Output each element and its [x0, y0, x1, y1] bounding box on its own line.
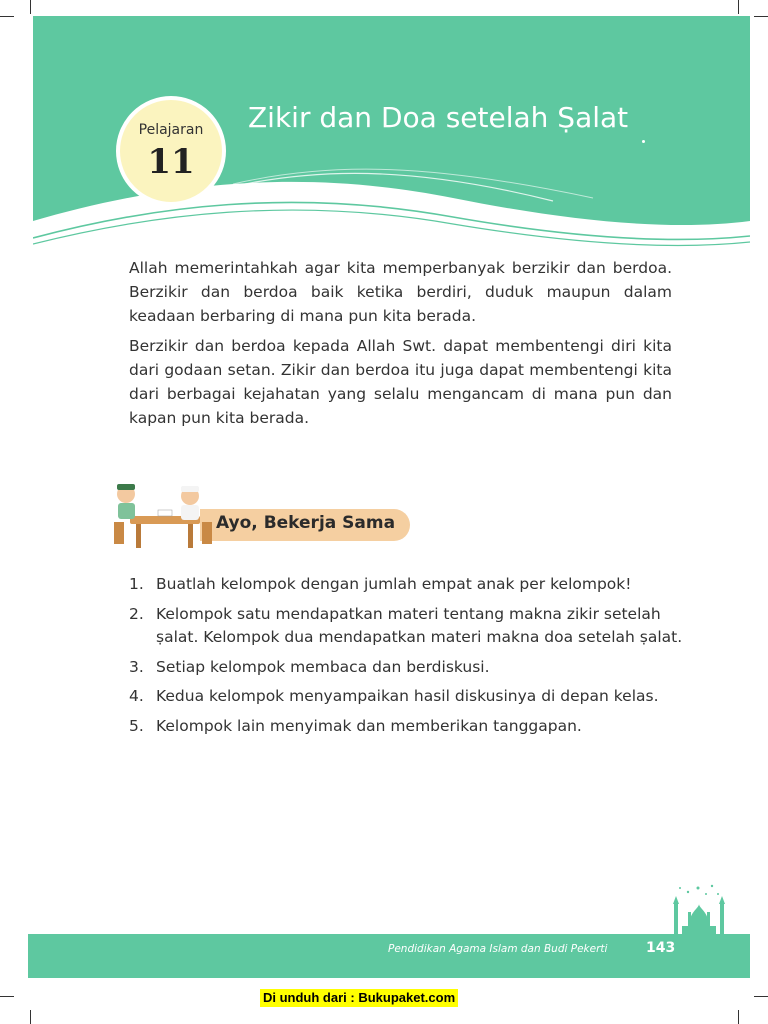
- mosque-icon: [668, 882, 730, 936]
- list-item: [129, 656, 689, 680]
- crop-mark: [738, 1010, 739, 1024]
- list-item: [129, 715, 689, 739]
- crop-mark: [0, 996, 14, 997]
- step-text: Kelompok lain menyimak dan memberikan tanggapan.: [156, 716, 582, 735]
- download-source-note: Di unduh dari : Bukupaket.com: [260, 989, 458, 1007]
- step-text: Setiap kelompok membaca dan berdiskusi.: [156, 657, 490, 676]
- step-text: Buatlah kelompok dengan jumlah empat anak per kelompok!: [156, 575, 632, 593]
- step-number: 3.: [129, 657, 144, 676]
- crop-mark: [30, 1010, 31, 1024]
- step-number: 1.: [129, 575, 144, 593]
- page-number: 143: [646, 940, 676, 956]
- intro-paragraph: Allah memerintahkah agar kita memperbanyak berzikir dan berdoa. Berzikir dan berdoa baik ketika berdiri, duduk maupun dalam keadaan berbaring di mana pun kita berada.: [129, 259, 672, 325]
- lesson-badge: [116, 96, 226, 206]
- crop-mark: [738, 0, 739, 14]
- sparkle-decoration: [642, 140, 645, 143]
- footer-book-title: Pendidikan Agama Islam dan Budi Pekerti: [388, 943, 608, 955]
- step-number: 5.: [129, 716, 144, 735]
- step-text: Kedua kelompok menyampaikan hasil diskusinya di depan kelas.: [156, 687, 659, 705]
- intro-paragraph: Berzikir dan berdoa kepada Allah Swt. dapat membentengi diri kita dari godaan setan. Zikir dan berdoa itu juga dapat membentengi kita dari berbagai kejahatan yang selalu mengancam di mana pun dan kapan pun kita berada.: [129, 337, 672, 427]
- lesson-title: Zikir dan Doa setelah Ṣalat: [248, 101, 629, 134]
- crop-mark: [30, 0, 31, 14]
- list-item: [129, 685, 689, 709]
- activity-header: [108, 482, 418, 552]
- activity-title: Ayo, Bekerja Sama: [216, 513, 396, 533]
- children-working-illustration: [108, 482, 218, 552]
- crop-mark: [754, 996, 768, 997]
- step-number: 4.: [129, 687, 144, 705]
- list-item: [129, 603, 689, 650]
- lesson-label: Pelajaran: [138, 122, 204, 138]
- list-item: [129, 573, 689, 597]
- lesson-number: 11: [147, 142, 195, 182]
- crop-mark: [754, 16, 768, 17]
- step-number: 2.: [129, 604, 144, 623]
- crop-mark: [0, 16, 14, 17]
- step-text: Kelompok satu mendapatkan materi tentang makna zikir setelah ṣalat. Kelompok dua mendapatkan materi makna doa setelah ṣalat.: [156, 604, 683, 646]
- page-footer: [28, 934, 750, 978]
- activity-steps: [129, 573, 689, 744]
